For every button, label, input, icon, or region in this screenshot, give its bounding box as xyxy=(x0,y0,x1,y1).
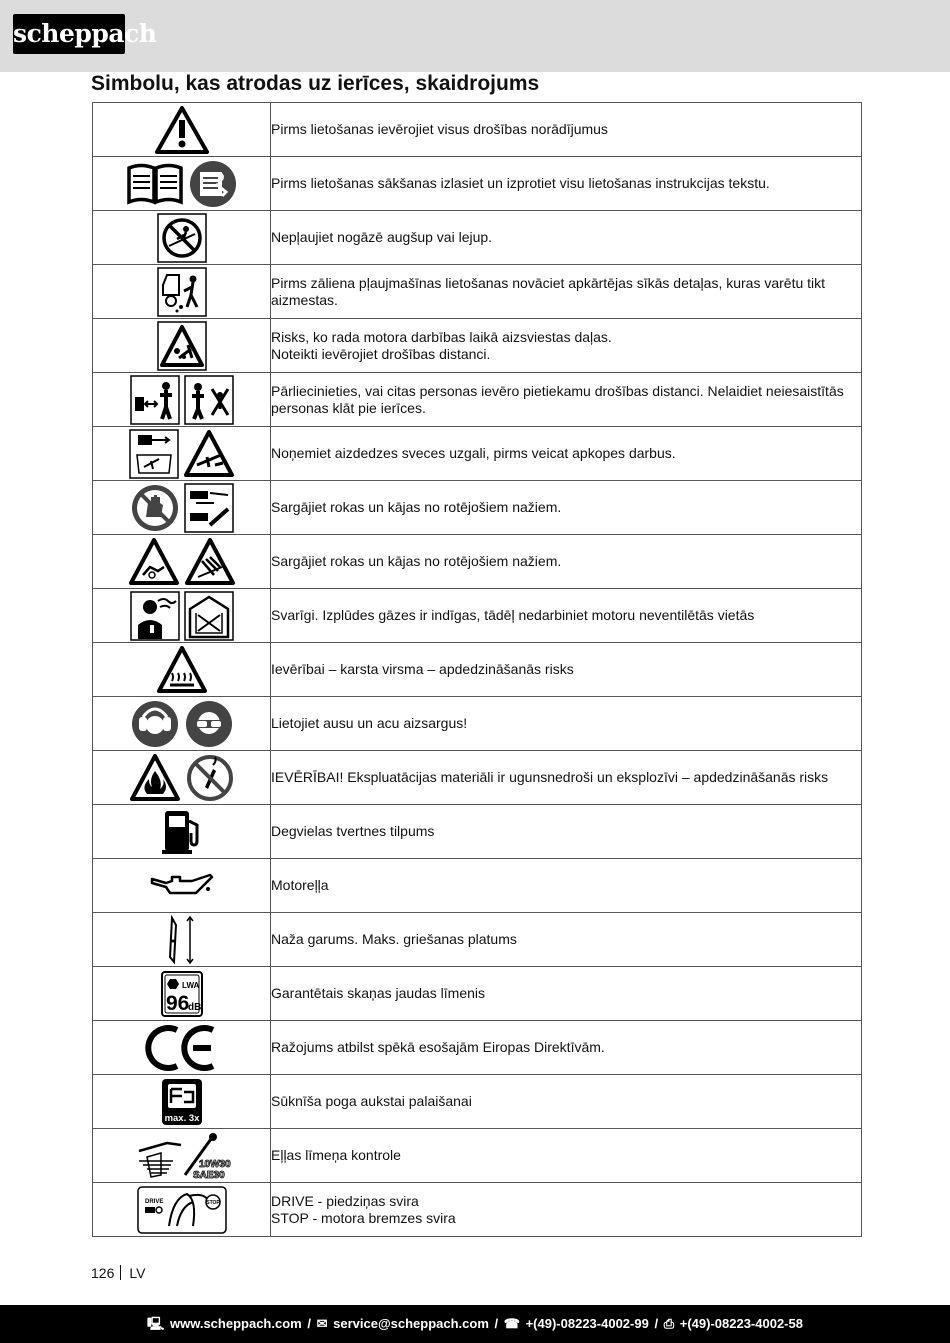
computer-icon: 🖳 xyxy=(147,1316,165,1331)
symbols-table xyxy=(92,102,862,1237)
symbol-cell xyxy=(93,427,271,481)
symbol-description: Lietojiet ausu un acu aizsargus! xyxy=(271,697,862,751)
table-row xyxy=(93,751,862,805)
symbol-cell xyxy=(93,373,271,427)
symbol-cell xyxy=(93,967,271,1021)
closed-room-icon xyxy=(184,591,234,641)
svg-text:96: 96 xyxy=(165,991,189,1015)
symbol-description: Ražojums atbilst spēkā esošajām Eiropas Direktīvām. xyxy=(271,1021,862,1075)
website-link[interactable]: www.scheppach.com xyxy=(169,1316,302,1331)
divider xyxy=(120,1265,121,1280)
flammable-warning-icon xyxy=(129,753,181,803)
symbol-description: Svarīgi. Izplūdes gāzes ir indīgas, tādēļ nedarbiniet motoru neventilētās vietās xyxy=(271,589,862,643)
symbol-description: Noņemiet aizdedzes sveces uzgali, pirms veicat apkopes darbus. xyxy=(271,427,862,481)
no-slope-mowing-icon xyxy=(157,213,207,263)
symbol-description: IEVĒRĪBAI! Ekspluatācijas materiāli ir ugunsnedroši un eksplozīvi – apdedzināšanās risks xyxy=(271,751,862,805)
language-code: LV xyxy=(129,1265,146,1281)
symbol-cell xyxy=(93,643,271,697)
table-row xyxy=(93,157,862,211)
table-row xyxy=(93,265,862,319)
fax-number: +(49)-08223-4002-58 xyxy=(679,1316,803,1331)
symbol-cell xyxy=(93,913,271,967)
symbol-cell xyxy=(93,157,271,211)
table-row xyxy=(93,1183,862,1237)
table-row xyxy=(93,1075,862,1129)
drive-stop-lever-icon xyxy=(137,1186,227,1234)
symbol-cell xyxy=(93,697,271,751)
symbol-description: Risks, ko rada motora darbības laikā aizsviestas daļas. Noteikti ievērojiet drošības distanci. xyxy=(271,319,862,373)
table-row xyxy=(93,319,862,373)
sound-level-icon xyxy=(160,970,204,1018)
oil-level-check-icon xyxy=(137,1131,231,1181)
table-row xyxy=(93,967,862,1021)
hand-prohibition-icon xyxy=(130,483,180,533)
symbol-cell xyxy=(93,265,271,319)
table-row xyxy=(93,805,862,859)
symbol-description: Sūknīša poga aukstai palaišanai xyxy=(271,1075,862,1129)
phone-icon: ☎ xyxy=(503,1316,520,1331)
hot-surface-warning-icon xyxy=(156,645,208,695)
symbol-description: DRIVE - piedziņas svira STOP - motora bremzes svira xyxy=(271,1183,862,1237)
no-fire-icon xyxy=(185,753,235,803)
symbol-description: Sargājiet rokas un kājas no rotējošiem nažiem. xyxy=(271,481,862,535)
symbol-description: Pārliecinieties, vai citas personas ievēro pietiekamu drošības distanci. Nelaidiet neiesaistītās personas klāt pie ierīces. xyxy=(271,373,862,427)
page-title: Simbolu, kas atrodas uz ierīces, skaidrojums xyxy=(91,72,540,95)
blade-hand-icon xyxy=(184,483,234,533)
brand-logo: scheppach xyxy=(13,14,125,54)
table-row xyxy=(93,697,862,751)
symbol-cell xyxy=(93,481,271,535)
symbol-description: Pirms lietošanas sākšanas izlasiet un izprotiet visu lietošanas instrukcijas tekstu. xyxy=(271,157,862,211)
symbol-cell xyxy=(93,211,271,265)
symbol-description: Ievērībai – karsta virsma – apdedzināšanās risks xyxy=(271,643,862,697)
symbol-cell xyxy=(93,1129,271,1183)
svg-text:STOP: STOP xyxy=(205,1199,220,1206)
flying-parts-warning-icon xyxy=(157,321,207,371)
table-row xyxy=(93,913,862,967)
svg-text:dB: dB xyxy=(187,1001,201,1013)
table-row xyxy=(93,859,862,913)
symbol-description: Pirms zāliena pļaujmašīnas lietošanas novāciet apkārtējas sīkās detaļas, kuras varētu tikt aizmestas. xyxy=(271,265,862,319)
table-row xyxy=(93,1129,862,1183)
warning-exclamation-icon xyxy=(154,105,210,155)
header-bar xyxy=(0,0,950,72)
safety-distance-icon xyxy=(130,375,180,425)
ce-mark-icon xyxy=(145,1023,219,1073)
footer-separator: / xyxy=(307,1316,311,1331)
table-row xyxy=(93,535,862,589)
phone-number: +(49)-08223-4002-99 xyxy=(525,1316,649,1331)
toxic-gas-icon xyxy=(130,591,180,641)
table-row xyxy=(93,589,862,643)
fuel-pump-icon xyxy=(157,807,207,857)
footer-separator: / xyxy=(654,1316,659,1331)
remove-debris-icon xyxy=(157,267,207,317)
table-row xyxy=(93,103,862,157)
spark-plug-manual-icon xyxy=(129,429,179,479)
symbol-description: Degvielas tvertnes tilpums xyxy=(271,805,862,859)
spark-plug-warning-icon xyxy=(183,429,235,479)
symbol-description: Eļļas līmeņa kontrole xyxy=(271,1129,862,1183)
symbol-cell xyxy=(93,805,271,859)
email-link[interactable]: service@scheppach.com xyxy=(333,1316,489,1331)
table-row xyxy=(93,427,862,481)
table-row xyxy=(93,211,862,265)
manual-book-icon xyxy=(126,162,184,206)
table-row xyxy=(93,373,862,427)
table-row xyxy=(93,1021,862,1075)
symbol-description: Nepļaujiet nogāzē augšup vai lejup. xyxy=(271,211,862,265)
read-manual-icon xyxy=(188,159,238,209)
table-row xyxy=(93,643,862,697)
page-footer-info xyxy=(91,1265,145,1282)
keep-persons-away-icon xyxy=(184,375,234,425)
symbol-cell xyxy=(93,103,271,157)
svg-text:10W30: 10W30 xyxy=(198,1158,231,1170)
foot-blade-warning-icon xyxy=(128,537,180,587)
symbol-description: Sargājiet rokas un kājas no rotējošiem nažiem. xyxy=(271,535,862,589)
svg-text:max. 3x: max. 3x xyxy=(164,1112,199,1124)
symbol-cell xyxy=(93,1075,271,1129)
footer-separator: / xyxy=(494,1316,499,1331)
symbol-description: Garantētais skaņas jaudas līmenis xyxy=(271,967,862,1021)
primer-button-icon xyxy=(160,1077,204,1127)
symbol-cell xyxy=(93,589,271,643)
symbol-cell xyxy=(93,1183,271,1237)
email-icon: ✉ xyxy=(316,1316,328,1331)
svg-text:SAE30: SAE30 xyxy=(192,1169,225,1181)
page-number: 126 xyxy=(91,1265,115,1281)
symbol-description: Naža garums. Maks. griešanas platums xyxy=(271,913,862,967)
blade-length-icon xyxy=(162,915,202,965)
ear-protection-icon xyxy=(130,699,180,749)
symbol-cell xyxy=(93,319,271,373)
eye-protection-icon xyxy=(184,699,234,749)
symbol-description: Motoreļļa xyxy=(271,859,862,913)
svg-text:LWA: LWA xyxy=(181,980,199,990)
table-row xyxy=(93,481,862,535)
fax-icon: ⎙ xyxy=(663,1316,675,1331)
symbol-cell xyxy=(93,1021,271,1075)
symbol-cell xyxy=(93,859,271,913)
symbol-cell xyxy=(93,535,271,589)
contact-footer xyxy=(0,1305,950,1343)
symbol-description: Pirms lietošanas ievērojiet visus drošības norādījumus xyxy=(271,103,862,157)
oil-can-icon xyxy=(150,871,214,901)
svg-text:DRIVE: DRIVE xyxy=(144,1198,163,1205)
symbol-cell xyxy=(93,751,271,805)
hand-blade-warning-icon xyxy=(184,537,236,587)
